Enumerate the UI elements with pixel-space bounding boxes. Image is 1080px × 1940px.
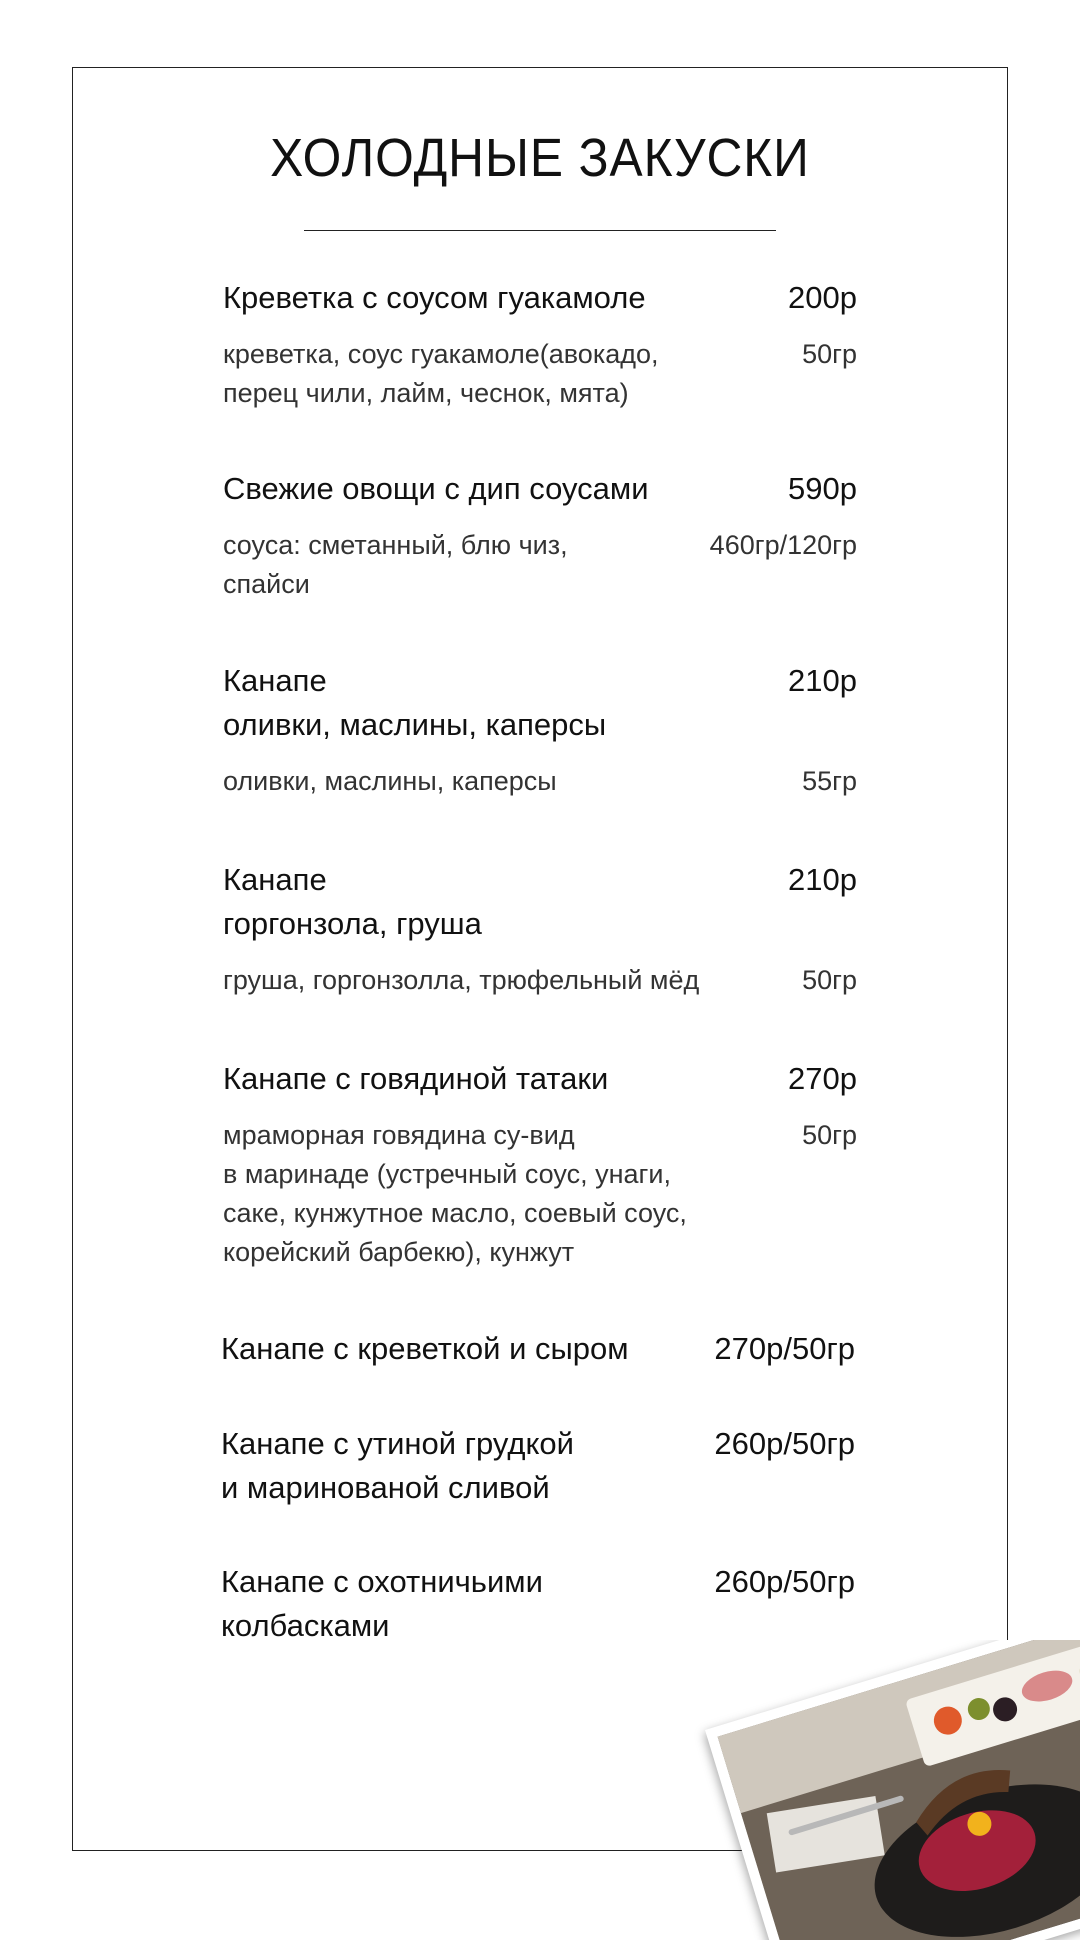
menu-item-description: мраморная говядина су-вид в маринаде (устречный соус, унаги, саке, кунжутное масло, соевый соус, корейский барбекю), кунжут bbox=[223, 1120, 687, 1267]
menu-item-description: оливки, маслины, каперсы bbox=[223, 766, 557, 796]
menu-item-price: 270р/50гр bbox=[714, 1331, 855, 1366]
menu-item-price: 590р bbox=[788, 471, 857, 506]
menu-item bbox=[221, 1422, 855, 1510]
menu-item-description: соуса: сметанный, блю чиз, спайси bbox=[223, 530, 568, 599]
menu-item bbox=[223, 276, 857, 413]
menu-item-name: Креветка с соусом гуакамоле bbox=[223, 280, 646, 315]
menu-item-price: 200р bbox=[788, 280, 857, 315]
menu-item-name: Канапе оливки, маслины, каперсы bbox=[223, 663, 607, 742]
menu-item-weight: 50гр bbox=[802, 1120, 857, 1150]
menu-item-weight: 50гр bbox=[802, 339, 857, 369]
title-divider bbox=[304, 230, 776, 231]
food-photo-illustration bbox=[717, 1640, 1080, 1940]
menu-item-price: 270р bbox=[788, 1061, 857, 1096]
menu-item bbox=[223, 659, 857, 801]
menu-item-price: 210р bbox=[788, 862, 857, 897]
menu-item-description: креветка, соус гуакамоле(авокадо, перец чили, лайм, чеснок, мята) bbox=[223, 339, 659, 408]
menu-item-name: Канапе с утиной грудкой и маринованой сливой bbox=[221, 1426, 574, 1505]
menu-item bbox=[223, 467, 857, 604]
menu-item bbox=[223, 1057, 857, 1272]
menu-item-name: Канапе с охотничьими колбасками bbox=[221, 1564, 543, 1643]
menu-item-name: Канапе с говядиной татаки bbox=[223, 1061, 609, 1096]
menu-item-price: 210р bbox=[788, 663, 857, 698]
food-photo-image bbox=[717, 1640, 1080, 1940]
menu-item-name: Канапе с креветкой и сыром bbox=[221, 1331, 629, 1366]
menu-item-name: Свежие овощи с дип соусами bbox=[223, 471, 649, 506]
menu-item-description: груша, горгонзолла, трюфельный мёд bbox=[223, 965, 700, 995]
food-photo bbox=[705, 1640, 1080, 1940]
menu-item-name: Канапе горгонзола, груша bbox=[223, 862, 482, 941]
menu-item bbox=[221, 1560, 855, 1648]
menu-item-price: 260р/50гр bbox=[714, 1426, 855, 1461]
menu-item bbox=[223, 858, 857, 1000]
menu-item-weight: 50гр bbox=[802, 965, 857, 995]
food-photo-corner bbox=[665, 1640, 1080, 1940]
menu-item bbox=[221, 1327, 855, 1371]
menu-item-weight: 460гр/120гр bbox=[709, 530, 857, 560]
menu-item-weight: 55гр bbox=[802, 766, 857, 796]
page-title: ХОЛОДНЫЕ ЗАКУСКИ bbox=[270, 128, 810, 188]
menu-item-price: 260р/50гр bbox=[714, 1564, 855, 1599]
